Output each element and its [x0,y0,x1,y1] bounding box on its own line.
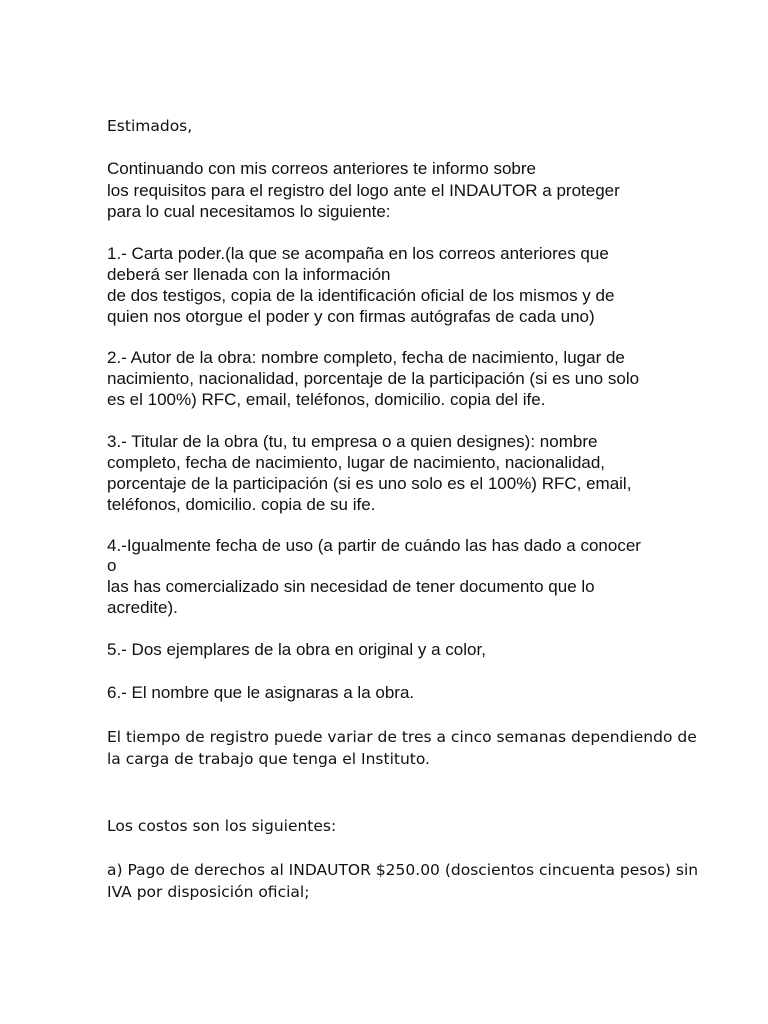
greeting: Estimados, [107,117,193,135]
intro-line-1: Continuando con mis correos anteriores te informo sobre [107,159,536,178]
item-1-line-2: deberá ser llenada con la información [107,265,391,284]
item-5: 5.- Dos ejemplares de la obra en original y a color, [107,640,486,659]
cost-a-line-2: IVA por disposición oficial; [107,883,310,901]
costs-heading: Los costos son los siguientes: [107,817,337,835]
intro-line-3: para lo cual necesitamos lo siguiente: [107,202,391,221]
item-3-line-2: completo, fecha de nacimiento, lugar de nacimiento, nacionalidad, [107,453,606,472]
item-3-line-1: 3.- Titular de la obra (tu, tu empresa o a quien designes): nombre [107,432,598,451]
item-2-line-1: 2.- Autor de la obra: nombre completo, fecha de nacimiento, lugar de [107,348,625,367]
item-3-line-3: porcentaje de la participación (si es uno solo es el 100%) RFC, email, [107,474,632,493]
item-4-line-2: o [107,556,117,575]
item-1-line-3: de dos testigos, copia de la identificación oficial de los mismos y de [107,286,615,305]
item-4-line-3: las has comercializado sin necesidad de tener documento que lo [107,577,595,596]
registration-time-line-1: El tiempo de registro puede variar de tres a cinco semanas dependiendo de [107,728,697,746]
item-4-line-1: 4.-Igualmente fecha de uso (a partir de cuándo las has dado a conocer [107,536,641,555]
intro-line-2: los requisitos para el registro del logo ante el INDAUTOR a proteger [107,181,620,200]
registration-time-line-2: la carga de trabajo que tenga el Instituto. [107,750,430,768]
item-2-line-3: es el 100%) RFC, email, teléfonos, domicilio. copia del ife. [107,390,546,409]
item-6: 6.- El nombre que le asignaras a la obra. [107,683,415,702]
item-1-line-1: 1.- Carta poder.(la que se acompaña en los correos anteriores que [107,244,609,263]
item-4-line-4: acredite). [107,598,178,617]
item-1-line-4: quien nos otorgue el poder y con firmas autógrafas de cada uno) [107,307,595,326]
item-3-line-4: teléfonos, domicilio. copia de su ife. [107,495,376,514]
cost-a-line-1: a) Pago de derechos al INDAUTOR $250.00 (doscientos cincuenta pesos) sin [107,861,699,879]
item-2-line-2: nacimiento, nacionalidad, porcentaje de la participación (si es uno solo [107,369,640,388]
